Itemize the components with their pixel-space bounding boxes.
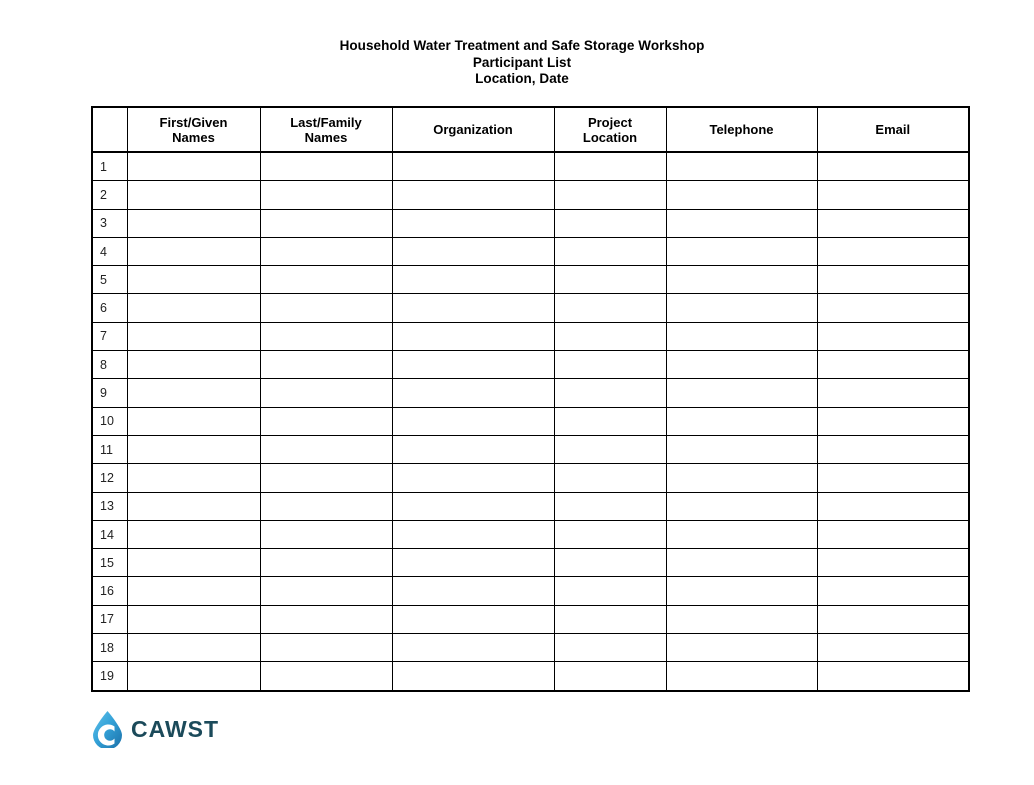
column-header-row-number: [92, 107, 127, 152]
row-number-cell: 8: [92, 351, 127, 379]
participant-list-table: [91, 106, 970, 692]
cell-email[interactable]: [817, 209, 969, 237]
cell-project-location[interactable]: [554, 520, 666, 548]
cell-telephone[interactable]: [666, 322, 817, 350]
cell-first-given-names[interactable]: [127, 662, 260, 691]
cell-telephone[interactable]: [666, 549, 817, 577]
cell-last-family-names[interactable]: [260, 181, 392, 209]
column-header-telephone: [666, 107, 817, 152]
cell-first-given-names[interactable]: [127, 605, 260, 633]
cell-project-location[interactable]: [554, 294, 666, 322]
cell-email[interactable]: [817, 379, 969, 407]
cell-first-given-names[interactable]: [127, 549, 260, 577]
cell-project-location[interactable]: [554, 379, 666, 407]
table-row: [92, 435, 969, 463]
cell-telephone[interactable]: [666, 351, 817, 379]
cell-email[interactable]: [817, 549, 969, 577]
cell-telephone[interactable]: [666, 209, 817, 237]
cell-organization[interactable]: [392, 634, 554, 662]
header-text-line-1: Email: [875, 122, 911, 137]
table-row: [92, 577, 969, 605]
cell-organization[interactable]: [392, 605, 554, 633]
cell-project-location[interactable]: [554, 351, 666, 379]
cell-project-location[interactable]: [554, 549, 666, 577]
cell-organization[interactable]: [392, 492, 554, 520]
cell-last-family-names[interactable]: [260, 662, 392, 691]
header-text-line-2: Names: [304, 129, 348, 145]
cell-telephone[interactable]: [666, 520, 817, 548]
header-text-line-1: Telephone: [709, 122, 774, 137]
cell-project-location[interactable]: [554, 492, 666, 520]
cell-first-given-names[interactable]: [127, 520, 260, 548]
cell-organization[interactable]: [392, 520, 554, 548]
cell-telephone[interactable]: [666, 294, 817, 322]
cell-telephone[interactable]: [666, 237, 817, 265]
cawst-wordmark: CAWST: [131, 715, 220, 742]
cell-last-family-names[interactable]: [260, 237, 392, 265]
cell-project-location[interactable]: [554, 266, 666, 294]
cell-project-location[interactable]: [554, 605, 666, 633]
cell-project-location[interactable]: [554, 662, 666, 691]
row-number-cell: 14: [92, 520, 127, 548]
cell-email[interactable]: [817, 435, 969, 463]
cell-first-given-names[interactable]: [127, 294, 260, 322]
table-row: [92, 634, 969, 662]
cell-telephone[interactable]: [666, 492, 817, 520]
cell-telephone[interactable]: [666, 266, 817, 294]
cell-last-family-names[interactable]: [260, 464, 392, 492]
cell-last-family-names[interactable]: [260, 435, 392, 463]
cell-organization[interactable]: [392, 294, 554, 322]
cell-last-family-names[interactable]: [260, 577, 392, 605]
cell-telephone[interactable]: [666, 407, 817, 435]
page-title: [0, 38, 1034, 88]
table-row: [92, 549, 969, 577]
cell-organization[interactable]: [392, 322, 554, 350]
table-row: [92, 492, 969, 520]
cell-last-family-names[interactable]: [260, 209, 392, 237]
cell-organization[interactable]: [392, 209, 554, 237]
row-number-cell: 17: [92, 605, 127, 633]
title-line-workshop: Household Water Treatment and Safe Storage Workshop: [339, 38, 705, 53]
cell-first-given-names[interactable]: [127, 152, 260, 181]
row-number-cell: 18: [92, 634, 127, 662]
cell-first-given-names[interactable]: [127, 181, 260, 209]
water-droplet-icon: [91, 710, 124, 748]
table-row: [92, 520, 969, 548]
cawst-logo: [91, 710, 219, 748]
cell-last-family-names[interactable]: [260, 266, 392, 294]
cell-last-family-names[interactable]: [260, 634, 392, 662]
header-text-line-1: Project: [587, 114, 633, 130]
cell-last-family-names[interactable]: [260, 294, 392, 322]
table-body: [92, 152, 969, 691]
cell-organization[interactable]: [392, 152, 554, 181]
row-number-cell: 9: [92, 379, 127, 407]
cell-last-family-names[interactable]: [260, 152, 392, 181]
cell-first-given-names[interactable]: [127, 492, 260, 520]
cell-first-given-names[interactable]: [127, 351, 260, 379]
cell-organization[interactable]: [392, 266, 554, 294]
cell-email[interactable]: [817, 464, 969, 492]
cell-email[interactable]: [817, 266, 969, 294]
cell-organization[interactable]: [392, 379, 554, 407]
row-number-cell: 12: [92, 464, 127, 492]
cell-last-family-names[interactable]: [260, 379, 392, 407]
cell-organization[interactable]: [392, 662, 554, 691]
cell-project-location[interactable]: [554, 634, 666, 662]
cell-first-given-names[interactable]: [127, 266, 260, 294]
table-row: [92, 662, 969, 691]
table-row: [92, 322, 969, 350]
cell-last-family-names[interactable]: [260, 407, 392, 435]
cell-telephone[interactable]: [666, 435, 817, 463]
row-number-cell: 16: [92, 577, 127, 605]
cell-last-family-names[interactable]: [260, 351, 392, 379]
table-row: [92, 266, 969, 294]
table-row: [92, 152, 969, 181]
cell-email[interactable]: [817, 577, 969, 605]
row-number-cell: 3: [92, 209, 127, 237]
title-line-location-date: Location, Date: [475, 71, 569, 86]
cell-last-family-names[interactable]: [260, 520, 392, 548]
cell-project-location[interactable]: [554, 322, 666, 350]
row-number-cell: 7: [92, 322, 127, 350]
cell-telephone[interactable]: [666, 634, 817, 662]
cell-telephone[interactable]: [666, 379, 817, 407]
row-number-cell: 1: [92, 152, 127, 181]
table-row: [92, 464, 969, 492]
cell-last-family-names[interactable]: [260, 322, 392, 350]
table-row: [92, 351, 969, 379]
table-row: [92, 209, 969, 237]
header-text-line-2: Names: [172, 129, 215, 145]
cell-organization[interactable]: [392, 351, 554, 379]
row-number-cell: 15: [92, 549, 127, 577]
row-number-cell: 6: [92, 294, 127, 322]
cell-organization[interactable]: [392, 407, 554, 435]
cell-telephone[interactable]: [666, 605, 817, 633]
row-number-cell: 5: [92, 266, 127, 294]
cell-organization[interactable]: [392, 181, 554, 209]
cell-email[interactable]: [817, 152, 969, 181]
table-row: [92, 379, 969, 407]
table-header: [92, 107, 969, 152]
column-header-first-given-names: [127, 107, 260, 152]
cell-telephone[interactable]: [666, 152, 817, 181]
cell-email[interactable]: [817, 634, 969, 662]
cell-first-given-names[interactable]: [127, 237, 260, 265]
cell-telephone[interactable]: [666, 662, 817, 691]
cell-email[interactable]: [817, 351, 969, 379]
row-number-cell: 19: [92, 662, 127, 691]
cell-last-family-names[interactable]: [260, 492, 392, 520]
cell-first-given-names[interactable]: [127, 634, 260, 662]
cell-organization[interactable]: [392, 577, 554, 605]
cell-first-given-names[interactable]: [127, 379, 260, 407]
row-number-cell: 10: [92, 407, 127, 435]
table-header-row: [92, 107, 969, 152]
cell-email[interactable]: [817, 294, 969, 322]
cell-email[interactable]: [817, 662, 969, 691]
header-text-line-1: Organization: [433, 122, 513, 137]
column-header-email: [817, 107, 969, 152]
title-line-participant-list: Participant List: [472, 54, 572, 70]
cell-telephone[interactable]: [666, 464, 817, 492]
cell-email[interactable]: [817, 407, 969, 435]
cell-first-given-names[interactable]: [127, 209, 260, 237]
row-number-cell: 2: [92, 181, 127, 209]
cell-email[interactable]: [817, 181, 969, 209]
cell-telephone[interactable]: [666, 181, 817, 209]
cell-telephone[interactable]: [666, 577, 817, 605]
row-number-cell: 11: [92, 435, 127, 463]
header-text-line-1: First/Given: [159, 114, 228, 130]
cell-project-location[interactable]: [554, 407, 666, 435]
cell-project-location[interactable]: [554, 237, 666, 265]
header-text-line-1: Last/Family: [290, 114, 362, 130]
table-row: [92, 605, 969, 633]
column-header-project-location: [554, 107, 666, 152]
cell-first-given-names[interactable]: [127, 577, 260, 605]
cell-project-location[interactable]: [554, 464, 666, 492]
cell-first-given-names[interactable]: [127, 322, 260, 350]
cell-project-location[interactable]: [554, 209, 666, 237]
cell-email[interactable]: [817, 605, 969, 633]
cell-email[interactable]: [817, 322, 969, 350]
cell-first-given-names[interactable]: [127, 407, 260, 435]
cell-last-family-names[interactable]: [260, 549, 392, 577]
cell-project-location[interactable]: [554, 577, 666, 605]
cell-organization[interactable]: [392, 549, 554, 577]
cell-last-family-names[interactable]: [260, 605, 392, 633]
table-row: [92, 407, 969, 435]
cell-email[interactable]: [817, 520, 969, 548]
cell-organization[interactable]: [392, 435, 554, 463]
cell-organization[interactable]: [392, 237, 554, 265]
cell-first-given-names[interactable]: [127, 464, 260, 492]
column-header-organization: [392, 107, 554, 152]
row-number-cell: 4: [92, 237, 127, 265]
table-row: [92, 237, 969, 265]
cell-email[interactable]: [817, 237, 969, 265]
cell-project-location[interactable]: [554, 152, 666, 181]
cell-email[interactable]: [817, 492, 969, 520]
cell-project-location[interactable]: [554, 435, 666, 463]
cell-project-location[interactable]: [554, 181, 666, 209]
cell-first-given-names[interactable]: [127, 435, 260, 463]
table-row: [92, 294, 969, 322]
column-header-last-family-names: [260, 107, 392, 152]
table-row: [92, 181, 969, 209]
cell-organization[interactable]: [392, 464, 554, 492]
header-text-line-2: Location: [582, 129, 638, 145]
row-number-cell: 13: [92, 492, 127, 520]
